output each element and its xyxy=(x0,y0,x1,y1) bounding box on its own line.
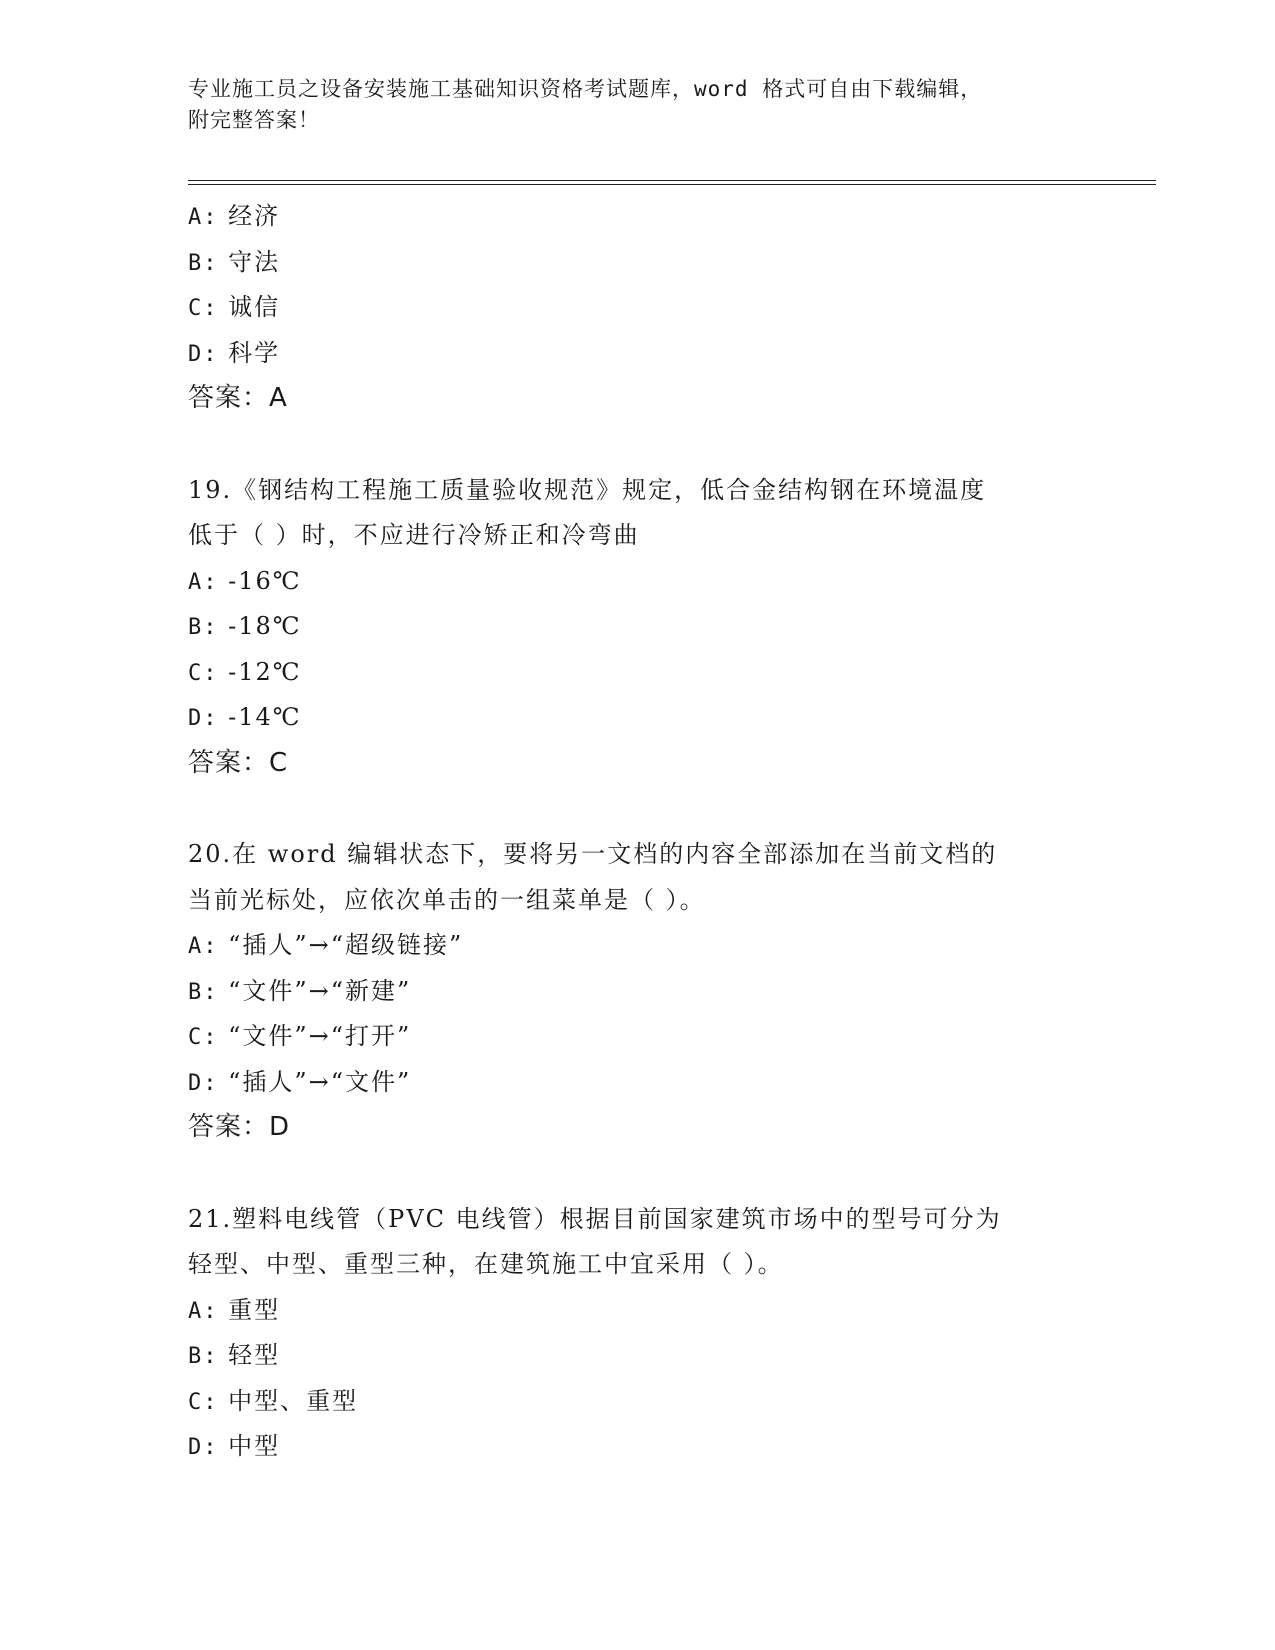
header-divider xyxy=(188,180,1156,185)
option-b: B: -18℃ xyxy=(188,612,302,640)
document-header xyxy=(188,74,1088,136)
option-c: C: 诚信 xyxy=(188,293,281,321)
question-20 xyxy=(188,832,1088,1151)
option-c: C: -12℃ xyxy=(188,657,302,686)
question-text: 19.《钢结构工程施工质量验收规范》规定，低合金结构钢在环境温度 低于（ ）时，不应进行冷矫正和冷弯曲 xyxy=(188,475,987,549)
question-text: 21.塑料电线管（PVC 电线管）根据目前国家建筑市场中的型号可分为 轻型、中型、重型三种，在建筑施工中宜采用（ ）。 xyxy=(188,1204,1002,1278)
option-c: C: “文件”→“打开” xyxy=(188,1022,412,1050)
answer-line: 答案：D xyxy=(188,1112,291,1142)
spacer xyxy=(188,422,1088,468)
option-d: D: 中型 xyxy=(188,1432,281,1460)
option-c: C: 中型、重型 xyxy=(188,1386,359,1415)
option-d: D: “插人”→“文件” xyxy=(188,1067,412,1096)
option-b: B: “文件”→“新建” xyxy=(188,976,412,1005)
question-text: 20.在 word 编辑状态下，要将另一文档的内容全部添加在当前文档的 当前光标处，应依次单击的一组菜单是（ ）。 xyxy=(188,840,998,914)
answer-line: 答案：A xyxy=(188,383,288,413)
question-19 xyxy=(188,468,1088,787)
option-a: A: -16℃ xyxy=(188,566,302,595)
header-line-1: 专业施工员之设备安装施工基础知识资格考试题库，word 格式可自由下载编辑， xyxy=(188,77,983,101)
question-18 xyxy=(188,194,1088,422)
option-b: B: 守法 xyxy=(188,247,281,276)
option-a: A: 经济 xyxy=(188,202,281,230)
question-21 xyxy=(188,1197,1088,1470)
answer-line: 答案：C xyxy=(188,747,289,778)
option-a: A: 重型 xyxy=(188,1295,281,1324)
spacer xyxy=(188,786,1088,832)
option-a: A: “插人”→“超级链接” xyxy=(188,931,464,959)
header-line-2: 附完整答案！ xyxy=(188,108,320,132)
option-b: B: 轻型 xyxy=(188,1341,281,1369)
spacer xyxy=(188,1151,1088,1197)
option-d: D: -14℃ xyxy=(188,703,302,731)
question-list xyxy=(188,194,1088,1470)
option-d: D: 科学 xyxy=(188,338,281,367)
